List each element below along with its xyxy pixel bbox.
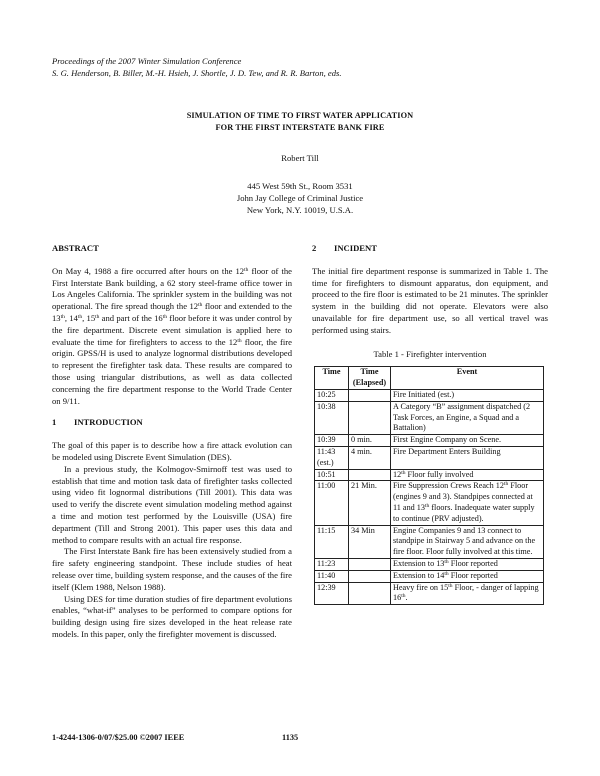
address-line-2: John Jay College of Criminal Justice <box>236 193 364 203</box>
table-row <box>315 469 544 481</box>
cell-elapsed: 0 min. <box>349 435 391 447</box>
cell-time: 10:38 <box>315 401 349 434</box>
table-header-row <box>315 367 544 390</box>
title-line-2: FOR THE FIRST INTERSTATE BANK FIRE <box>215 123 385 132</box>
table-row <box>315 435 544 447</box>
header-time: Time <box>315 367 349 390</box>
abstract-heading: ABSTRACT <box>52 243 99 253</box>
cell-time: 10:39 <box>315 435 349 447</box>
cell-event: 12th Floor fully involved <box>391 469 544 481</box>
paper-title <box>0 110 600 134</box>
left-column <box>52 243 292 641</box>
intro-paragraph-1: The goal of this paper is to describe how a fire attack evolution can be modeled using Discrete Event Simulation (DES). <box>52 440 292 462</box>
abstract-text: On May 4, 1988 a fire occurred after hours on the 12th floor of the First Interstate Bank building, a 62 story steel-frame office tower in Los Angeles California. The sprinkler system in the building was not operational. The fire spread though the 12th floor and extended to the 13th, 14th, 15th and part of the 16th floor before it was under control by the fire department. Discrete event simulation is applied here to evaluate the time for firefighters to access to the 12th floor, the fire origin. GPSS/H is used to analyze lognormal distributions developed to represent the firefighter task data. These results are compared to those using triangular distributions, as well as data collected concerning the fire department response to the World Trade Center on 9/11. <box>52 265 293 406</box>
cell-event: Heavy fire on 15th Floor, - danger of lapping 16th. <box>391 582 544 605</box>
proceedings-line-1: Proceedings of the 2007 Winter Simulation Conference <box>52 56 242 66</box>
cell-event: A Category “B” assignment dispatched (2 Task Forces, an Engine, a Squad and a Battalion) <box>391 401 544 434</box>
address-line-3: New York, N.Y. 10019, U.S.A. <box>246 205 354 215</box>
table-row <box>315 401 544 434</box>
title-line-1: SIMULATION OF TIME TO FIRST WATER APPLICATION <box>186 111 414 120</box>
footer-copyright: 1-4244-1306-0/07/$25.00 ©2007 IEEE <box>52 733 185 742</box>
cell-event: Fire Suppression Crews Reach 12th Floor (engines 9 and 3). Standpipes connected at 11 and 13th floors. Inadequate water supply to continue (PRV adjusted). <box>391 481 544 525</box>
cell-elapsed <box>349 469 391 481</box>
firefighter-intervention-table <box>314 366 544 605</box>
right-column <box>312 243 548 605</box>
cell-event: Fire Department Enters Building <box>391 446 544 469</box>
intro-paragraph-3: The First Interstate Bank fire has been extensively studied from a fire safety engineering standpoint. These include studies of heat release over time, building system response, and the causes of the fire itself (Klem 1988, Nelson 1988). <box>52 546 292 592</box>
cell-time: 11:00 <box>315 481 349 525</box>
cell-elapsed: 34 Min <box>349 525 391 558</box>
cell-elapsed: 21 Min. <box>349 481 391 525</box>
cell-time: 12:39 <box>315 582 349 605</box>
proceedings-line-2: S. G. Henderson, B. Biller, M.-H. Hsieh, J. Shortle, J. D. Tew, and R. R. Barton, eds. <box>52 68 342 78</box>
introduction-heading: 1 INTRODUCTION <box>52 417 143 428</box>
intro-paragraph-2: In a previous study, the Kolmogov-Smirnoff test was used to establish that time and motion task data of firefighter tasks collected using video fit lognormal distributions (Till 2001). This data was used to verify the discrete event simulation modeling method against a time and motion test performed by the Louisville (USA) fire department (Till and Strong 2001). This paper uses this data and method to compare results with an actual fire response. <box>52 463 292 545</box>
table-row <box>315 570 544 582</box>
header-event: Event <box>391 367 544 390</box>
cell-elapsed: 4 min. <box>349 446 391 469</box>
incident-paragraph: The initial fire department response is summarized in Table 1. The time for firefighters to dismount apparatus, don equipment, and proceed to the fire floor is estimated to be 21 minutes. The sprinkler system in the building did not operate. Elevators were also unavailable for fire department use, so all vertical travel was performed using stairs. <box>312 265 548 335</box>
cell-time: 10:51 <box>315 469 349 481</box>
cell-time: 11:23 <box>315 558 349 570</box>
cell-event: Extension to 14th Floor reported <box>391 570 544 582</box>
cell-event: First Engine Company on Scene. <box>391 435 544 447</box>
page-number: 1135 <box>282 733 299 742</box>
cell-elapsed <box>349 401 391 434</box>
header-elapsed: Time (Elapsed) <box>349 367 391 390</box>
cell-time: 11:15 <box>315 525 349 558</box>
intro-paragraph-4: Using DES for time duration studies of fire department evolutions enables, “what-if” analyses to be performed to compare options for building design using fire sizes developed in the heat release rate models. In this paper, only the firefighter movement is discussed. <box>52 593 292 639</box>
cell-event: Engine Companies 9 and 13 connect to standpipe in Stairway 5 and advance on the fire floor. Floor fully involved at this time. <box>391 525 544 558</box>
proceedings-header <box>52 55 342 79</box>
table-row <box>315 558 544 570</box>
table-row <box>315 389 544 401</box>
table-row <box>315 582 544 605</box>
cell-elapsed <box>349 389 391 401</box>
cell-time: 10:25 <box>315 389 349 401</box>
cell-elapsed <box>349 582 391 605</box>
cell-event: Extension to 13th Floor reported <box>391 558 544 570</box>
table-caption: Table 1 - Firefighter intervention <box>373 348 487 359</box>
address-line-1: 445 West 59th St., Room 3531 <box>247 181 353 191</box>
author-address <box>0 180 600 216</box>
table-row <box>315 446 544 469</box>
cell-time: 11:43 (est.) <box>315 446 349 469</box>
cell-elapsed <box>349 570 391 582</box>
incident-heading: 2 INCIDENT <box>312 243 377 253</box>
table-row <box>315 481 544 525</box>
cell-elapsed <box>349 558 391 570</box>
cell-event: Fire Initiated (est.) <box>391 389 544 401</box>
table-row <box>315 525 544 558</box>
author-name: Robert Till <box>281 153 319 163</box>
cell-time: 11:40 <box>315 570 349 582</box>
